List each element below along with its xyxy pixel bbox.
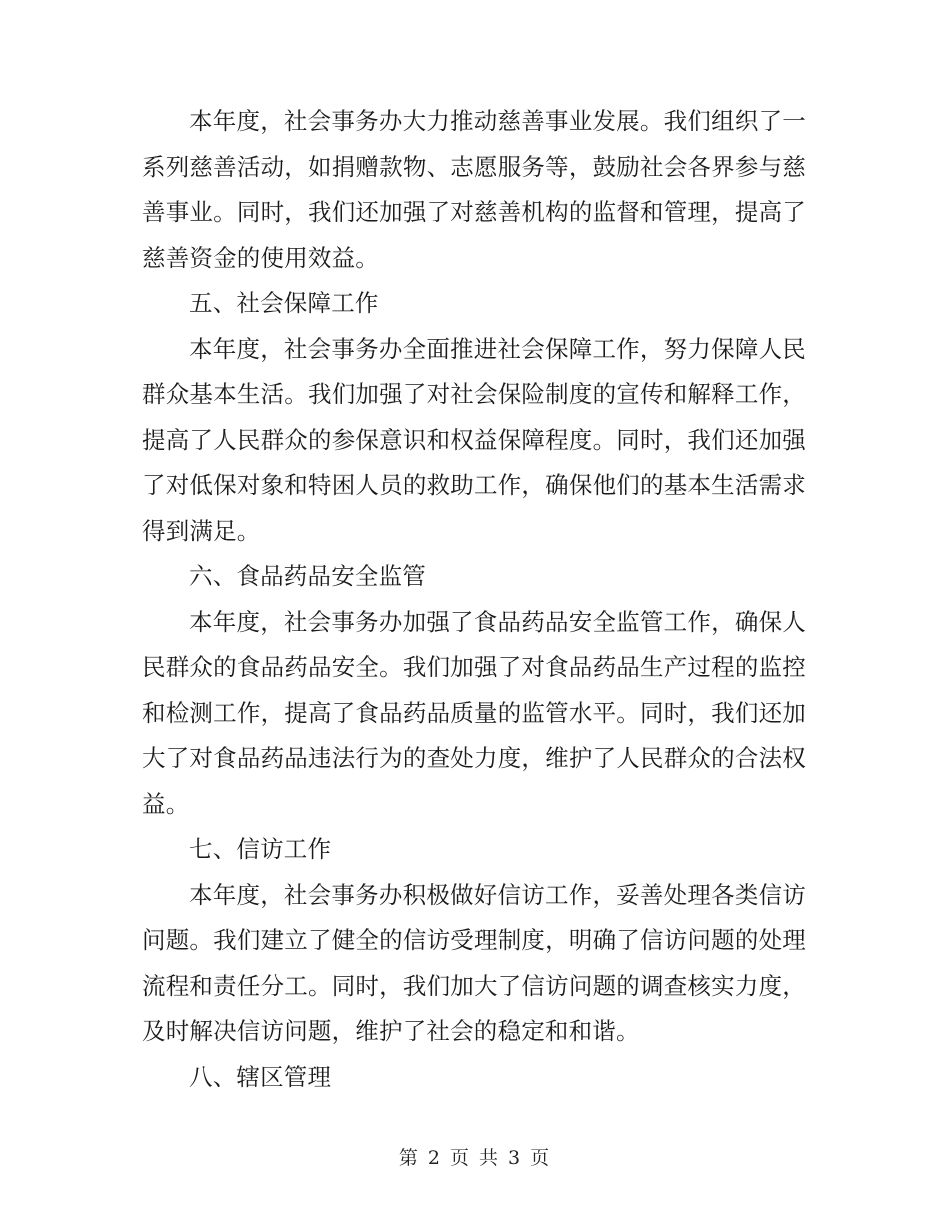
section-heading-social-security: 五、社会保障工作	[189, 289, 379, 317]
paragraph-social-security: 本年度，社会事务办全面推进社会保障工作，努力保障人民群众基本生活。我们加强了对社会保险制度的宣传和解释工作，提高了人民群众的参保意识和权益保障程度。同时，我们还加强了对低保对象和特困人员的救助工作，确保他们的基本生活需求得到满足。	[142, 334, 806, 545]
paragraph-food-drug-safety: 本年度，社会事务办加强了食品药品安全监管工作，确保人民群众的食品药品安全。我们加强了对食品药品生产过程的监控和检测工作，提高了食品药品质量的监管水平。同时，我们还加大了对食品药品违法行为的查处力度，维护了人民群众的合法权益。	[142, 607, 806, 818]
section-heading-jurisdiction-management: 八、辖区管理	[189, 1062, 332, 1091]
section-heading-food-drug-safety: 六、食品药品安全监管	[189, 562, 426, 590]
paragraph-charity: 本年度，社会事务办大力推动慈善事业发展。我们组织了一系列慈善活动，如捐赠款物、志愿服务等，鼓励社会各界参与慈善事业。同时，我们还加强了对慈善机构的监督和管理，提高了慈善资金的使用效益。	[142, 107, 806, 272]
paragraph-petitions: 本年度，社会事务办积极做好信访工作，妥善处理各类信访问题。我们建立了健全的信访受理制度，明确了信访问题的处理流程和责任分工。同时，我们加大了信访问题的调查核实力度，及时解决信访问题，维护了社会的稳定和和谐。	[142, 880, 806, 1045]
page-number-footer: 第 2 页 共 3 页	[398, 1147, 552, 1169]
section-heading-petitions: 七、信访工作	[189, 835, 332, 863]
document-body	[142, 99, 806, 1100]
